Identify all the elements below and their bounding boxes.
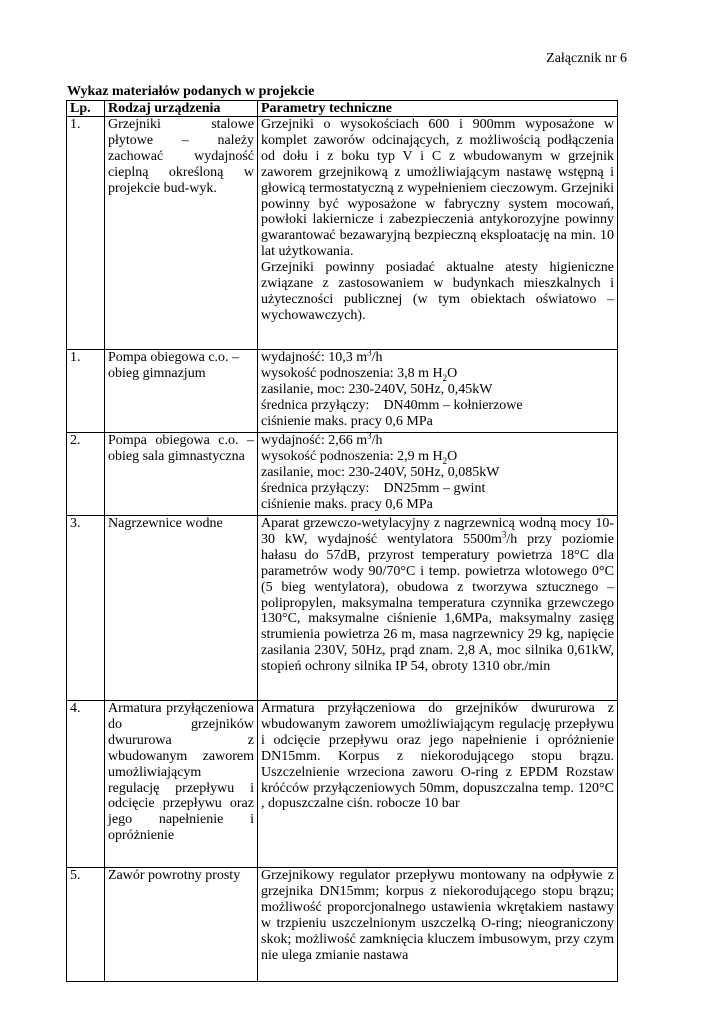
device-name: Nagrzewnice wodne <box>105 516 258 701</box>
technical-parameters <box>258 117 618 350</box>
technical-parameters: Grzejnikowy regulator przepływu montowany na odpływie z grzejnika DN15mm; korpus z niekorodującego stopu brązu; możliwość proporcjonalnego ustawienia wkrętakiem nastawy w trzpieniu uszczelnionym uszczelką O-ring; nieograniczony skok; możliwość zamknięcia kluczem imbusowym, przy czym nie ulega zmianie nastawa <box>258 868 618 982</box>
parameters-paragraph: Rozstaw króćców przyłączeniowych 50mm, dopuszczalna temp. 120°C , dopuszczalne ciśn. robocze 10 bar <box>261 764 615 812</box>
parameters-paragraph: Grzejniki powinny posiadać aktualne atesty higieniczne związane z zastosowaniem w budynkach mieszkalnych i użyteczności publicznej (w tym obiektach oświatowo – wychowawczych). <box>261 260 614 323</box>
row-number: 1. <box>67 350 105 433</box>
table-row <box>67 516 618 701</box>
parameter-pressure: ciśnienie maks. pracy 0,6 MPa <box>261 413 433 429</box>
attachment-label: Załącznik nr 6 <box>546 51 627 66</box>
technical-parameters: Aparat grzewczo-wetylacyjny z nagrzewnicą wodną mocy 10-30 kW, wydajność wentylatora $5500m^3/h$ przy poziomie hałasu do 57dB, przyrost temperatury powietrza 18°C dla parametrów wody 90/70°C i temp. powietrza wlotowego 0°C (5 bieg wentylatora), obudowa z tworzywa sztucznego – polipropylen, maksymalna temperatura czynnika grzewczego 130°C, maksymalne ciśnienie 1,6MPa, maksymalny zasięg strumienia powietrza 26 m, masa nagrzewnicy 29 kg, napięcie zasilania 230V, 50Hz, prąd znam. 2,8 A, moc silnika 0,61kW, stopień ochrony silnika IP 54, obroty 1310 obr./min <box>258 516 618 701</box>
row-number: 1. <box>67 117 105 350</box>
table-row <box>67 868 618 982</box>
column-header-params: Parametry techniczne <box>258 101 618 117</box>
table-header-row <box>67 101 618 117</box>
technical-parameters <box>258 701 618 868</box>
parameter-flow: wydajność: 2,66 $m^3/h$ <box>261 430 383 448</box>
parameters-paragraph: Grzejniki o wysokościach 600 i 900mm wyposażone w komplet zaworów odcinających, z możliwością podłączenia od dołu i z boku typ V i C z wbudowanym w grzejnik zaworem grzejnikową z umożliwiającym nastawę wstępną i głowicą termostatyczną z wypełnieniem cieczowym. Grzejniki powinny być wyposażone w fabryczny system mocowań, powłoki lakiernicze i zabezpieczenia antykorozyjne powinny gwarantować bezawaryjną bezpieczną eksploatację na min. 10 lat użytkowania. <box>261 117 614 260</box>
parameter-head: wysokość podnoszenia: 3,8 m $H_2O$ <box>261 365 458 383</box>
parameter-pressure: ciśnienie maks. pracy 0,6 MPa <box>261 496 433 512</box>
technical-parameters <box>258 430 618 516</box>
materials-table <box>66 100 618 982</box>
device-name: Pompa obiegowa c.o. – obieg gimnazjum <box>105 350 258 433</box>
table-row <box>67 117 618 350</box>
row-number: 5. <box>67 868 105 982</box>
column-header-lp: Lp. <box>67 101 105 117</box>
device-name: Grzejniki stalowe płytowe – należy zachować wydajność cieplną określoną w projekcie bud-wyk. <box>105 117 258 350</box>
parameter-connection: średnica przyłączy: DN40mm – kołnierzowe <box>261 397 523 413</box>
technical-parameters <box>258 347 618 433</box>
device-name: Armatura przyłączeniowa do grzejników dwururowa z wbudowanym zaworem umożliwiającym regulację przepływu i odcięcie przepływu oraz jego napełnienie i opróżnienie <box>105 701 258 868</box>
table-row <box>67 701 618 868</box>
device-name: Pompa obiegowa c.o. – obieg sala gimnastyczna <box>105 433 258 516</box>
column-header-device: Rodzaj urządzenia <box>105 101 258 117</box>
row-number: 3. <box>67 516 105 701</box>
parameter-head: wysokość podnoszenia: 2,9 m $H_2O$ <box>261 448 458 466</box>
row-number: 4. <box>67 701 105 868</box>
document-title: Wykaz materiałów podanych w projekcie <box>67 84 315 99</box>
parameter-power: zasilanie, moc: 230-240V, 50Hz, 0,45kW <box>261 381 493 397</box>
table-row <box>67 433 618 516</box>
table-row <box>67 350 618 433</box>
parameter-flow: wydajność: 10,3 $m^3/h$ <box>261 347 383 365</box>
parameters-paragraph: Armatura przyłączeniowa do grzejników dwururowa z wbudowanym zaworem umożliwiającym regulację przepływu i odcięcie przepływu oraz jego napełnienie i opróżnienie DN15mm. Korpus z niekorodującego stopu brązu. Uszczelnienie wrzeciona zaworu O-ring z EPDM <box>261 701 614 780</box>
device-name: Zawór powrotny prosty <box>105 868 258 982</box>
row-number: 2. <box>67 433 105 516</box>
parameter-connection: średnica przyłączy: DN25mm – gwint <box>261 480 486 496</box>
parameter-power: zasilanie, moc: 230-240V, 50Hz, 0,085kW <box>261 464 500 480</box>
